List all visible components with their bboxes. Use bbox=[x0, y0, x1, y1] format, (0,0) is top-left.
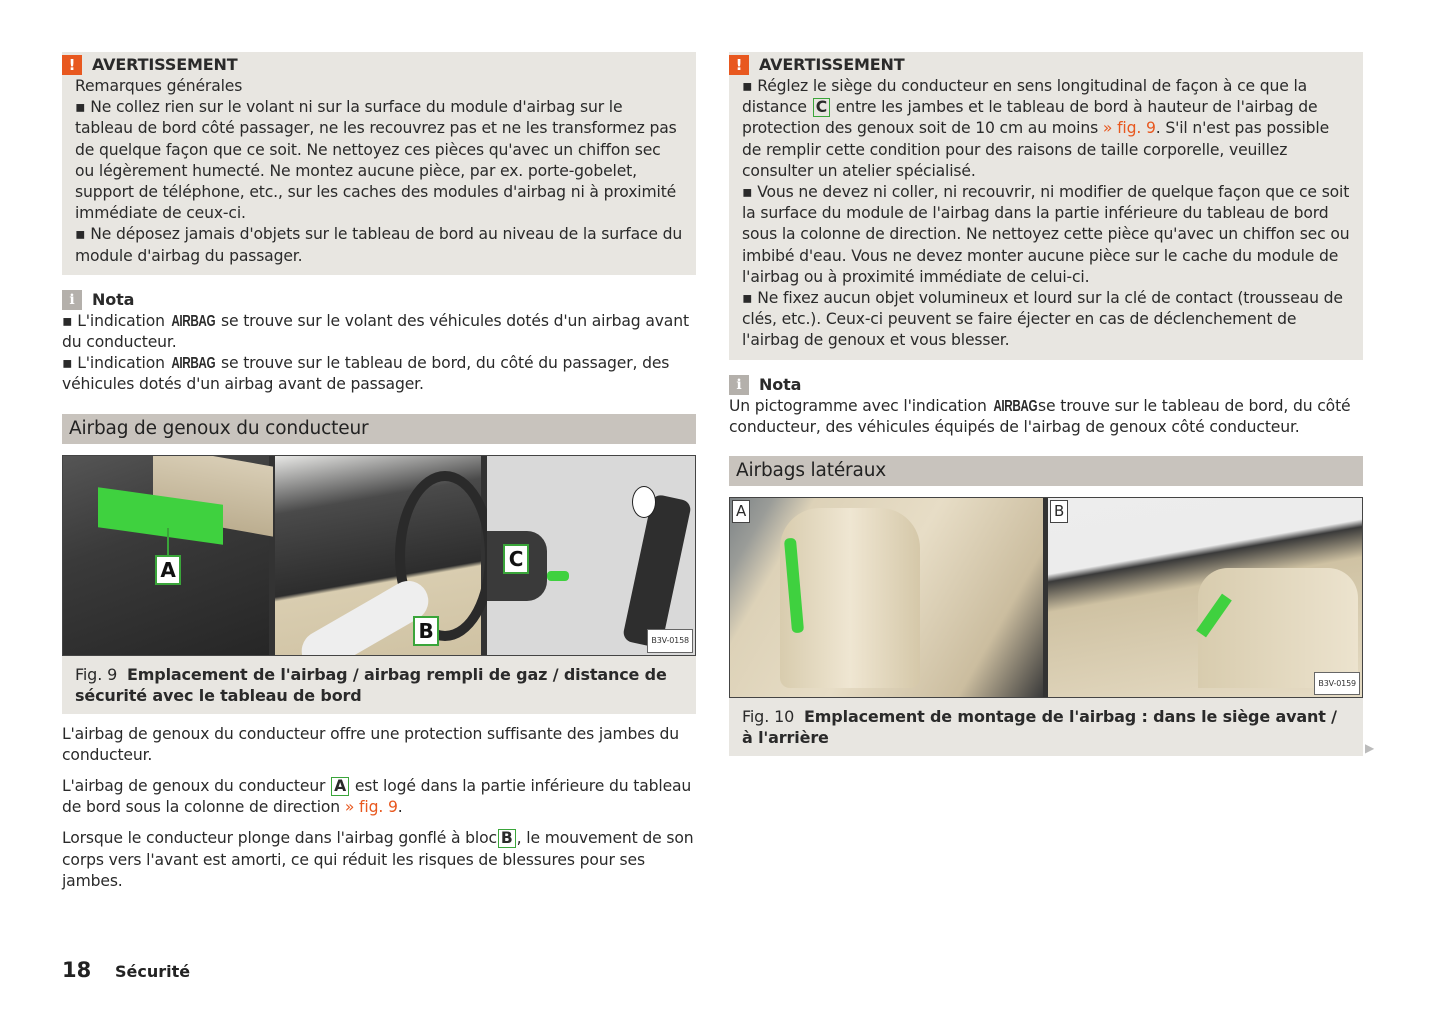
figure-number: Fig. 10 bbox=[742, 707, 795, 727]
figure-link[interactable]: » fig. 9 bbox=[1102, 119, 1156, 138]
warning-item bbox=[742, 76, 1350, 182]
text-run: L'airbag de genoux du conducteur bbox=[62, 777, 331, 796]
text-run: ▪ Ne déposez jamais d'objets sur le tableau de bord au niveau de la surface du module d'airbag du passager. bbox=[75, 225, 683, 265]
distance-arrow bbox=[547, 571, 569, 581]
callout-label: B bbox=[498, 829, 516, 848]
text-run: Un pictogramme avec l'indication bbox=[729, 396, 992, 415]
text-run: L'airbag de genoux du conducteur offre une protection suffisante des jambes du conducteur. bbox=[62, 724, 679, 764]
right-column bbox=[729, 52, 1363, 756]
body-paragraph bbox=[62, 776, 696, 818]
body-paragraph bbox=[62, 724, 696, 766]
callout-label: C bbox=[813, 98, 830, 117]
text-run: se trouve sur le tableau de bord, du côté du passager, des véhicules dotés d'un airbag avant de passager. bbox=[62, 354, 670, 394]
warning-box bbox=[62, 52, 696, 275]
warning-title: AVERTISSEMENT bbox=[759, 55, 905, 75]
page-number: 18 bbox=[62, 958, 92, 982]
nota-item bbox=[729, 396, 1363, 438]
figure-panel-safety-distance bbox=[487, 456, 696, 655]
warning-item bbox=[742, 182, 1350, 288]
left-column bbox=[62, 52, 696, 902]
label-c: C bbox=[503, 544, 529, 574]
label-a: A bbox=[732, 500, 750, 523]
text-run: ▪ L'indication bbox=[62, 354, 170, 373]
figure-code: B3V-0158 bbox=[647, 629, 693, 652]
figure-panel-knee-airbag bbox=[63, 456, 269, 655]
figure-caption bbox=[729, 698, 1363, 756]
figure-panel-inflated-airbag bbox=[275, 456, 481, 655]
text-run: ▪ Réglez le siège du conducteur en sens longitudinal de façon à ce que la distance bbox=[742, 77, 1308, 117]
chapter-title: Sécurité bbox=[115, 962, 191, 981]
figure-number: Fig. 9 bbox=[75, 664, 118, 684]
figure-caption-text: Emplacement de l'airbag / airbag rempli de gaz / distance de sécurité avec le tableau de bord bbox=[75, 664, 667, 705]
nota-title: Nota bbox=[759, 375, 802, 395]
warning-item bbox=[75, 97, 683, 224]
text-run: ▪ Vous ne devez ni coller, ni recouvrir, ni modifier de quelque façon que ce soit la surface du module de l'airbag dans la partie inférieure du tableau de bord sous la colonne de direction. Ne nettoyez cette pièce qu'avec un chiffon sec ou imbibé d'eau. Vous ne devez monter aucune pièce sur le cache du module de l'airbag ou à proximité immédiate de celui-ci. bbox=[742, 183, 1350, 286]
text-run: entre les jambes et le tableau de bord à hauteur de l'airbag de protection des genoux soit de 10 cm au moins bbox=[742, 98, 1318, 138]
warning-box bbox=[729, 52, 1363, 360]
section-title: Airbag de genoux du conducteur bbox=[62, 414, 696, 444]
label-b: B bbox=[413, 616, 439, 646]
text-run: . S'il n'est pas possible de remplir cette condition pour des raisons de taille corporelle, veuillez consulter un atelier spécialisé. bbox=[742, 119, 1330, 180]
triangle-right-icon: ▶ bbox=[1365, 741, 1375, 755]
warning-icon: ! bbox=[62, 55, 82, 75]
text-run: se trouve sur le tableau de bord, du côté conducteur, des véhicules équipés de l'airbag de genoux côté conducteur. bbox=[729, 396, 1351, 436]
label-a: A bbox=[155, 555, 181, 585]
text-run: . bbox=[397, 798, 403, 817]
callout-label: A bbox=[331, 777, 349, 796]
text-run: ▪ L'indication bbox=[62, 311, 170, 330]
nota-item bbox=[62, 311, 696, 353]
text-run: se trouve sur le volant des véhicules dotés d'un airbag avant du conducteur. bbox=[62, 311, 689, 352]
airbag-pictogram: AIRBAG bbox=[170, 312, 215, 330]
text-run: , le mouvement de son corps vers l'avant est amorti, ce qui réduit les risques de blessures pour ses jambes. bbox=[62, 829, 694, 890]
figure-code: B3V-0159 bbox=[1314, 672, 1360, 695]
text-run: ▪ Ne collez rien sur le volant ni sur la surface du module d'airbag sur le tableau de bord côté passager, ne les recouvrez pas et ne les transformez pas de quelque façon que ce soit. Ne nettoyez ces pièces qu'avec un chiffon sec ou légèrement humecté. Ne montez aucune pièce, par ex. porte-gobelet, support de téléphone, etc., sur les caches des modules d'airbag ni à proximité immédiate de ceux-ci. bbox=[75, 98, 677, 223]
warning-subtitle: Remarques générales bbox=[75, 77, 243, 95]
figure-9 bbox=[62, 455, 696, 656]
text-run: Lorsque le conducteur plonge dans l'airbag gonflé à bloc bbox=[62, 829, 497, 848]
section-title: Airbags latéraux bbox=[729, 456, 1363, 486]
figure-panel-rear-seat bbox=[1048, 498, 1363, 697]
warning-icon: ! bbox=[729, 55, 749, 75]
warning-item bbox=[742, 288, 1350, 352]
label-b: B bbox=[1050, 500, 1068, 523]
warning-item bbox=[75, 224, 683, 266]
figure-10 bbox=[729, 497, 1363, 698]
figure-caption-text: Emplacement de montage de l'airbag : dans le siège avant / à l'arrière bbox=[742, 707, 1337, 748]
warning-title: AVERTISSEMENT bbox=[92, 55, 238, 75]
figure-link[interactable]: » fig. 9 bbox=[344, 798, 398, 817]
airbag-pictogram: AIRBAG bbox=[992, 397, 1037, 415]
text-run: est logé dans la partie inférieure du tableau de bord sous la colonne de direction bbox=[62, 777, 692, 817]
airbag-pictogram: AIRBAG bbox=[170, 355, 215, 373]
info-icon: i bbox=[729, 375, 749, 395]
text-run: ▪ Ne fixez aucun objet volumineux et lourd sur la clé de contact (trousseau de clés, etc.). Ceux-ci peuvent se faire éjecter en cas de déclenchement de l'airbag de genoux et vous blesser. bbox=[742, 289, 1343, 350]
body-paragraph bbox=[62, 828, 696, 892]
info-icon: i bbox=[62, 290, 82, 310]
figure-caption bbox=[62, 656, 696, 714]
nota-title: Nota bbox=[92, 290, 135, 310]
nota-item bbox=[62, 353, 696, 395]
figure-panel-front-seat bbox=[730, 498, 1043, 697]
